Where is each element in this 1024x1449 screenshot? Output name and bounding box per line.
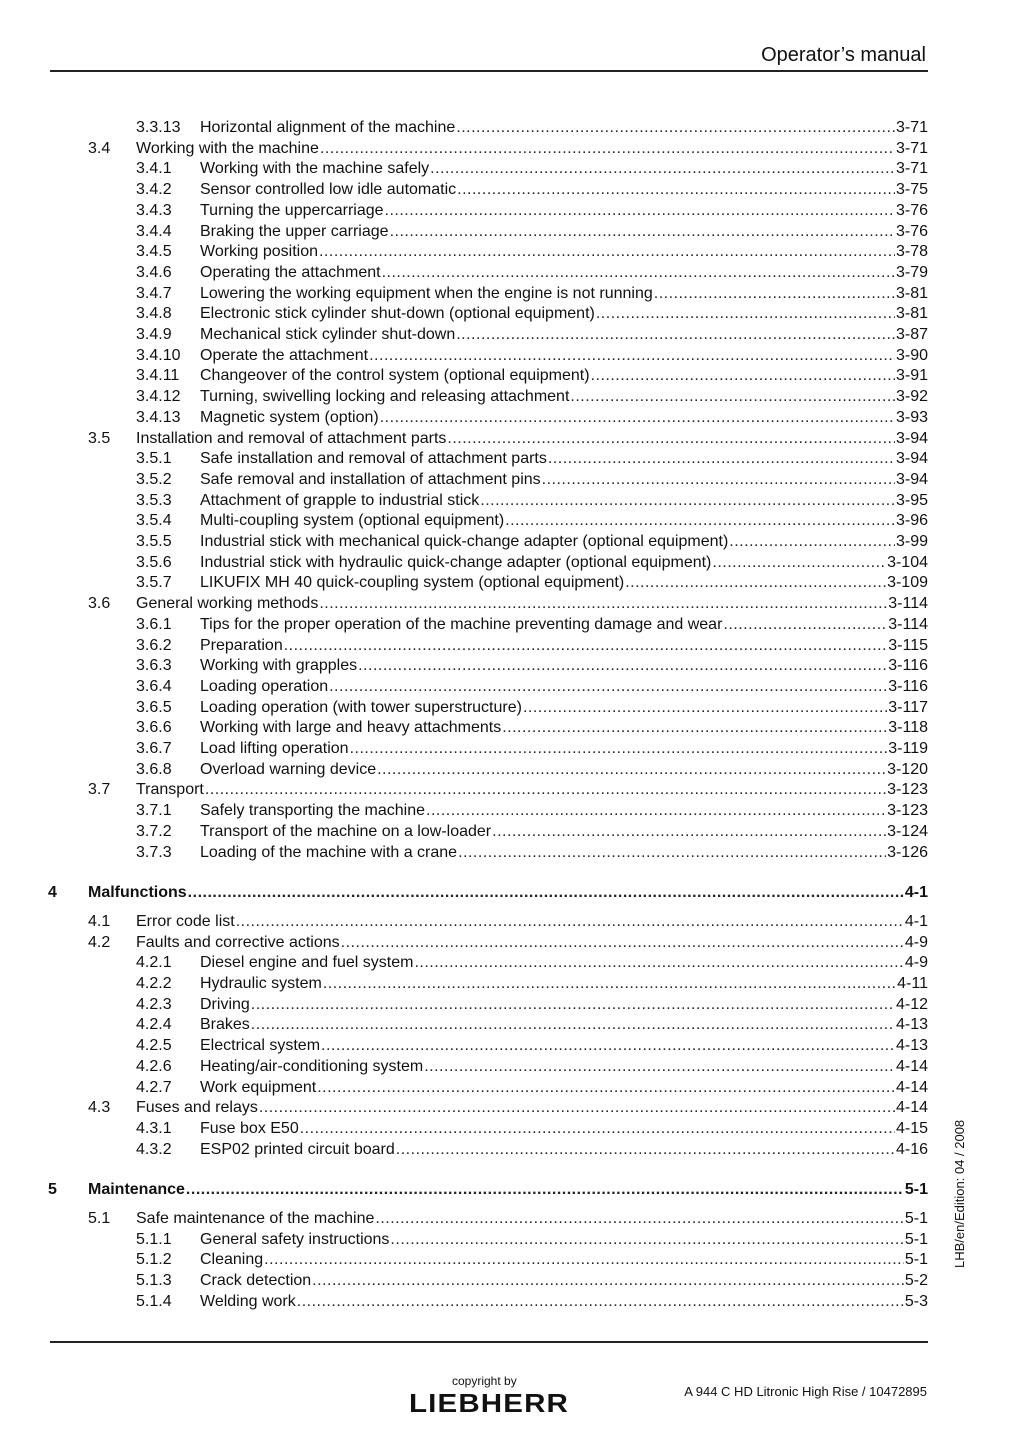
toc-entry (0, 118, 1024, 138)
toc-entry-title: Transport (136, 781, 204, 799)
toc-entry-number: 3.5 (88, 429, 111, 447)
toc-entry (0, 325, 1024, 345)
toc-entry-number: 4.2 (88, 933, 111, 951)
toc-entry-page: 3-115 (888, 636, 928, 654)
toc-entry-number: 3.5.7 (136, 574, 172, 592)
toc-entry-page: 4-15 (895, 1119, 928, 1137)
toc-entry (0, 974, 1024, 994)
toc-entry-page: 3-94 (895, 429, 928, 447)
toc-entry-number: 3.6.2 (136, 636, 172, 654)
toc-entry-title: Working with the machine safely (200, 160, 430, 178)
toc-entry (0, 1098, 1024, 1118)
toc-entry-page: 3-109 (887, 574, 928, 592)
toc-entry-title: Maintenance (88, 1181, 185, 1199)
toc-entry-page: 3-116 (888, 677, 928, 695)
toc-entry (0, 1292, 1024, 1312)
toc-leader-dots (723, 615, 887, 635)
toc-entry-title: Horizontal alignment of the machine (200, 119, 456, 136)
toc-leader-dots (375, 1209, 904, 1229)
liebherr-logo (408, 1390, 570, 1416)
toc-entry-title: Fuses and relays (136, 1099, 258, 1117)
toc-entry (0, 242, 1024, 262)
toc-entry-title: Attachment of grapple to industrial stick (200, 491, 480, 509)
toc-entry-page: 4-1 (904, 884, 928, 902)
toc-entry (0, 346, 1024, 366)
toc-entry-title: Operate the attachment (200, 346, 369, 364)
toc-entry-title: Sensor controlled low idle automatic (200, 181, 457, 199)
toc-leader-dots (350, 739, 888, 759)
toc-leader-dots (712, 553, 886, 573)
toc-entry-number: 3.7.1 (136, 802, 172, 820)
header-rule (50, 70, 928, 72)
toc-entry-number: 3.5.5 (136, 533, 172, 550)
toc-entry-title: Safe removal and installation of attachment pins (200, 470, 541, 488)
toc-entry-number: 3.6.3 (136, 657, 172, 675)
toc-entry (0, 1119, 1024, 1139)
toc-entry-page: 3-91 (895, 367, 928, 385)
toc-entry (0, 1209, 1024, 1229)
toc-leader-dots (251, 995, 895, 1015)
toc-entry-number: 4.1 (88, 912, 111, 930)
toc-entry (0, 511, 1024, 531)
toc-entry (0, 953, 1024, 973)
toc-entry-title: Load lifting operation (200, 740, 349, 757)
toc-entry-page: 3-117 (888, 698, 928, 716)
toc-entry (0, 1015, 1024, 1035)
toc-entry-page: 3-114 (888, 595, 928, 613)
toc-leader-dots (259, 1098, 895, 1118)
toc-entry-title: Crack detection (200, 1272, 312, 1290)
toc-entry-title: Electronic stick cylinder shut-down (optional equipment) (200, 305, 595, 323)
toc-entry (0, 698, 1024, 718)
toc-entry-number: 4.2.2 (136, 975, 172, 992)
toc-entry (0, 760, 1024, 780)
toc-entry-title: Working with the machine (136, 139, 319, 157)
toc-entry (0, 933, 1024, 953)
toc-leader-dots (369, 346, 895, 366)
toc-leader-dots (414, 953, 903, 973)
toc-entry-title: Diesel engine and fuel system (200, 954, 414, 972)
toc-entry-number: 3.4.3 (136, 201, 172, 219)
toc-entry (0, 656, 1024, 676)
toc-entry-number: 3.6.4 (136, 677, 172, 695)
toc-entry (0, 429, 1024, 449)
toc-entry-number: 5.1 (88, 1210, 111, 1227)
toc-entry-number: 3.4.5 (136, 243, 172, 261)
toc-entry-page: 3-71 (895, 119, 928, 136)
toc-entry (0, 912, 1024, 932)
toc-entry-page: 3-76 (895, 222, 928, 240)
toc-entry-number: 5.1.1 (136, 1230, 172, 1248)
toc-entry-number: 5.1.4 (136, 1292, 172, 1310)
toc-leader-dots (505, 511, 895, 531)
toc-leader-dots (390, 1230, 903, 1250)
toc-entry (0, 995, 1024, 1015)
toc-leader-dots (320, 139, 895, 159)
toc-leader-dots (570, 387, 895, 407)
toc-entry (0, 1078, 1024, 1098)
toc-entry-page: 4-14 (895, 1099, 928, 1117)
toc-entry-page: 3-71 (895, 160, 928, 178)
toc-entry-title: LIKUFIX MH 40 quick-coupling system (optional equipment) (200, 574, 625, 592)
toc-leader-dots (426, 801, 886, 821)
toc-leader-dots (380, 408, 895, 428)
toc-entry-number: 3.4 (88, 139, 111, 157)
toc-entry-number: 4.2.7 (136, 1078, 172, 1096)
toc-leader-dots (456, 118, 895, 138)
toc-leader-dots (205, 780, 886, 800)
toc-entry-title: Working with large and heavy attachments (200, 719, 502, 737)
toc-entry-page: 3-87 (895, 326, 928, 343)
toc-entry-page: 3-94 (895, 450, 928, 468)
toc-entry (0, 1250, 1024, 1270)
toc-entry (0, 843, 1024, 863)
toc-entry-number: 3.6.5 (136, 698, 172, 716)
toc-entry-number: 3.4.12 (136, 388, 181, 406)
toc-entry (0, 201, 1024, 221)
toc-entry-page: 5-1 (904, 1210, 928, 1227)
toc-entry (0, 573, 1024, 593)
toc-entry (0, 284, 1024, 304)
toc-leader-dots (329, 677, 887, 697)
toc-entry-page: 5-1 (904, 1230, 928, 1248)
toc-entry-title: Turning, swivelling locking and releasing attachment (200, 388, 570, 406)
toc-leader-dots (456, 325, 895, 345)
toc-leader-dots (390, 222, 895, 242)
toc-entry-number: 3.6 (88, 595, 111, 613)
toc-entry (0, 718, 1024, 738)
model-number: A 944 C HD Litronic High Rise / 10472895 (684, 1384, 927, 1399)
toc-entry-number: 3.7.2 (136, 822, 172, 840)
toc-entry-title: Working position (200, 243, 318, 261)
toc-leader-dots (358, 656, 887, 676)
toc-entry-title: Lowering the working equipment when the engine is not running (200, 284, 653, 302)
toc-entry-number: 4.2.3 (136, 995, 172, 1013)
toc-leader-dots (625, 573, 886, 593)
toc-leader-dots (502, 718, 887, 738)
toc-entry (0, 801, 1024, 821)
toc-entry-number: 4.3 (88, 1099, 111, 1117)
toc-leader-dots (548, 449, 895, 469)
toc-entry-page: 3-75 (895, 181, 928, 199)
toc-entry-title: Industrial stick with mechanical quick-change adapter (optional equipment) (200, 533, 729, 550)
toc-entry-number: 3.4.4 (136, 222, 172, 240)
toc-entry-page: 4-9 (904, 954, 928, 972)
toc-entry (0, 532, 1024, 552)
toc-entry (0, 470, 1024, 490)
toc-entry-number: 3.4.13 (136, 408, 181, 426)
toc-entry (0, 387, 1024, 407)
toc-entry (0, 408, 1024, 428)
edition-label: LHB/en/Edition: 04 / 2008 (952, 1119, 967, 1268)
toc-entry-number: 3.5.2 (136, 470, 172, 488)
toc-entry-page: 3-96 (895, 512, 928, 530)
toc-entry-title: Changeover of the control system (optional equipment) (200, 367, 590, 385)
toc-leader-dots (284, 636, 888, 656)
toc-entry-page: 3-92 (895, 388, 928, 406)
toc-entry-number: 3.4.9 (136, 326, 172, 343)
toc-entry-number: 3.5.4 (136, 512, 172, 530)
toc-entry (0, 180, 1024, 200)
toc-entry (0, 1057, 1024, 1077)
toc-entry-title: Brakes (200, 1016, 250, 1034)
toc-entry-title: Safe maintenance of the machine (136, 1210, 375, 1227)
toc-entry-page: 4-9 (904, 933, 928, 951)
toc-entry-page: 3-93 (895, 408, 928, 426)
toc-entry-number: 3.5.1 (136, 450, 172, 468)
toc-entry-title: Working with grapples (200, 657, 358, 675)
toc-entry-page: 3-81 (895, 284, 928, 302)
toc-entry-page: 3-81 (895, 305, 928, 323)
toc-entry (0, 222, 1024, 242)
toc-entry-number: 3.4.8 (136, 305, 172, 323)
toc-entry-page: 3-120 (887, 760, 928, 778)
toc-entry (0, 677, 1024, 697)
toc-entry-title: Tips for the proper operation of the machine preventing damage and wear (200, 615, 723, 633)
toc-entry (0, 491, 1024, 511)
toc-entry-title: Preparation (200, 636, 283, 654)
toc-entry (0, 822, 1024, 842)
toc-leader-dots (729, 532, 895, 552)
toc-entry-number: 4 (48, 884, 57, 902)
toc-entry-page: 3-126 (887, 843, 928, 861)
toc-entry-title: Safely transporting the machine (200, 802, 426, 820)
toc-entry-number: 4.2.4 (136, 1016, 172, 1034)
toc-leader-dots (319, 594, 887, 614)
toc-entry-title: Safe installation and removal of attachment parts (200, 450, 547, 468)
toc-leader-dots (396, 1140, 895, 1160)
toc-entry-page: 3-114 (888, 615, 928, 633)
toc-leader-dots (323, 974, 896, 994)
toc-leader-dots (424, 1057, 895, 1077)
toc-leader-dots (186, 1180, 904, 1200)
toc-entry-number: 3.7.3 (136, 843, 172, 861)
toc-entry (0, 366, 1024, 386)
toc-leader-dots (377, 760, 886, 780)
toc-leader-dots (430, 159, 895, 179)
toc-entry-number: 3.4.11 (136, 367, 180, 385)
toc-entry-page: 4-16 (895, 1140, 928, 1158)
toc-entry-page: 5-1 (904, 1181, 928, 1199)
toc-leader-dots (297, 1292, 904, 1312)
toc-entry-page: 4-1 (904, 912, 928, 930)
toc-entry-title: Error code list (136, 912, 235, 930)
toc-entry-page: 3-90 (895, 346, 928, 364)
toc-entry-title: Cleaning (200, 1251, 264, 1269)
toc-entry (0, 1230, 1024, 1250)
toc-entry-title: Welding work (200, 1292, 296, 1310)
toc-leader-dots (312, 1271, 904, 1291)
toc-entry-title: Mechanical stick cylinder shut-down (200, 326, 456, 343)
toc-entry-number: 5.1.2 (136, 1251, 172, 1269)
toc-leader-dots (654, 284, 895, 304)
toc-entry-page: 4-11 (897, 975, 928, 992)
toc-entry (0, 1271, 1024, 1291)
toc-entry-title: Faults and corrective actions (136, 933, 340, 951)
toc-entry-page: 3-124 (887, 822, 928, 840)
toc-leader-dots (188, 883, 904, 903)
toc-entry-page: 5-1 (904, 1251, 928, 1269)
toc-entry (0, 1180, 1024, 1200)
footer-rule (50, 1341, 928, 1343)
toc-entry-number: 3.5.6 (136, 553, 172, 571)
toc-entry-title: Installation and removal of attachment parts (136, 429, 447, 447)
toc-entry (0, 883, 1024, 903)
toc-entry-number: 3.5.3 (136, 491, 172, 509)
toc-entry-title: General working methods (136, 595, 319, 613)
toc-entry (0, 739, 1024, 759)
toc-entry (0, 636, 1024, 656)
toc-entry-title: Turning the uppercarriage (200, 201, 384, 219)
toc-entry (0, 553, 1024, 573)
toc-entry-number: 4.2.1 (136, 954, 172, 972)
toc-entry-page: 4-12 (895, 995, 928, 1013)
toc-entry (0, 780, 1024, 800)
toc-entry-title: Electrical system (200, 1037, 321, 1055)
toc-leader-dots (317, 1078, 895, 1098)
toc-entry-title: General safety instructions (200, 1230, 390, 1248)
toc-entry-page: 5-3 (904, 1292, 928, 1310)
toc-leader-dots (300, 1119, 895, 1139)
toc-entry-number: 3.6.8 (136, 760, 172, 778)
toc-entry (0, 304, 1024, 324)
toc-entry-number: 3.4.1 (136, 160, 172, 178)
toc-entry-title: Malfunctions (88, 884, 187, 902)
toc-entry-number: 3.7 (88, 781, 111, 799)
toc-leader-dots (492, 822, 886, 842)
toc-entry-number: 4.3.1 (136, 1119, 172, 1137)
toc-entry-number: 3.6.7 (136, 740, 172, 757)
toc-entry (0, 1036, 1024, 1056)
toc-entry-title: Loading operation (200, 677, 329, 695)
toc-entry-title: Loading of the machine with a crane (200, 843, 458, 861)
toc-leader-dots (385, 201, 895, 221)
toc-entry-number: 3.4.7 (136, 284, 172, 302)
toc-entry-number: 5 (48, 1181, 57, 1199)
toc-leader-dots (251, 1015, 895, 1035)
toc-entry-page: 3-123 (887, 781, 928, 799)
toc-leader-dots (458, 843, 886, 863)
toc-entry-title: Work equipment (200, 1078, 317, 1096)
toc-entry-title: Multi-coupling system (optional equipment) (200, 512, 505, 530)
toc-entry-title: ESP02 printed circuit board (200, 1140, 395, 1158)
toc-entry-page: 3-119 (888, 740, 928, 757)
toc-leader-dots (382, 263, 895, 283)
toc-entry-number: 4.3.2 (136, 1140, 172, 1158)
toc-entry (0, 263, 1024, 283)
toc-entry-page: 3-76 (895, 201, 928, 219)
toc-entry-page: 4-13 (895, 1016, 928, 1034)
toc-entry-title: Driving (200, 995, 250, 1013)
toc-entry-title: Heating/air-conditioning system (200, 1057, 424, 1075)
toc-leader-dots (447, 429, 895, 449)
toc-entry-page: 3-79 (895, 263, 928, 281)
toc-entry-page: 5-2 (904, 1272, 928, 1290)
toc-entry-title: Loading operation (with tower superstructure) (200, 698, 522, 716)
toc-leader-dots (319, 242, 895, 262)
toc-entry (0, 159, 1024, 179)
toc-entry-page: 3-71 (895, 139, 928, 157)
toc-entry-title: Fuse box E50 (200, 1119, 299, 1137)
toc-entry (0, 139, 1024, 159)
toc-entry-number: 3.4.2 (136, 181, 172, 199)
toc-leader-dots (542, 470, 895, 490)
toc-entry-page: 4-13 (895, 1037, 928, 1055)
toc-entry-number: 3.4.10 (136, 346, 181, 364)
toc-entry-page: 4-14 (895, 1078, 928, 1096)
toc-entry-title: Overload warning device (200, 760, 377, 778)
toc-leader-dots (264, 1250, 904, 1270)
toc-entry-number: 3.4.6 (136, 263, 172, 281)
toc-leader-dots (341, 933, 904, 953)
toc-entry-title: Transport of the machine on a low-loader (200, 822, 492, 840)
toc-entry-page: 3-104 (887, 553, 928, 571)
toc-entry-page: 3-94 (895, 470, 928, 488)
toc-entry-number: 4.2.6 (136, 1057, 172, 1075)
toc-leader-dots (236, 912, 904, 932)
toc-entry (0, 594, 1024, 614)
toc-entry-title: Industrial stick with hydraulic quick-change adapter (optional equipment) (200, 553, 712, 571)
toc-entry-page: 3-95 (895, 491, 928, 509)
toc-leader-dots (523, 698, 887, 718)
toc-entry-number: 4.2.5 (136, 1037, 172, 1055)
toc-entry-number: 3.3.13 (136, 119, 181, 136)
toc-entry-page: 4-14 (895, 1057, 928, 1075)
toc-entry-number: 5.1.3 (136, 1272, 172, 1290)
toc-entry-title: Braking the upper carriage (200, 222, 389, 240)
toc-entry-page: 3-118 (888, 719, 928, 737)
toc-entry (0, 449, 1024, 469)
toc-entry-title: Hydraulic system (200, 975, 322, 992)
toc-entry-title: Magnetic system (option) (200, 408, 379, 426)
toc-entry-page: 3-78 (895, 243, 928, 261)
toc-entry (0, 615, 1024, 635)
toc-leader-dots (457, 180, 895, 200)
toc-leader-dots (591, 366, 895, 386)
logo-text: LIEBHERR (409, 1390, 569, 1416)
toc-leader-dots (321, 1036, 895, 1056)
toc-entry-page: 3-123 (887, 802, 928, 820)
toc-entry-number: 3.6.1 (136, 615, 172, 633)
page-header-title: Operator’s manual (761, 44, 926, 66)
toc-entry-page: 3-99 (895, 533, 928, 550)
toc-leader-dots (596, 304, 895, 324)
toc-entry-page: 3-116 (888, 657, 928, 675)
toc-entry-number: 3.6.6 (136, 719, 172, 737)
toc-leader-dots (480, 491, 895, 511)
toc-entry-title: Operating the attachment (200, 263, 381, 281)
copyright-label: copyright by (452, 1374, 517, 1388)
toc-entry (0, 1140, 1024, 1160)
